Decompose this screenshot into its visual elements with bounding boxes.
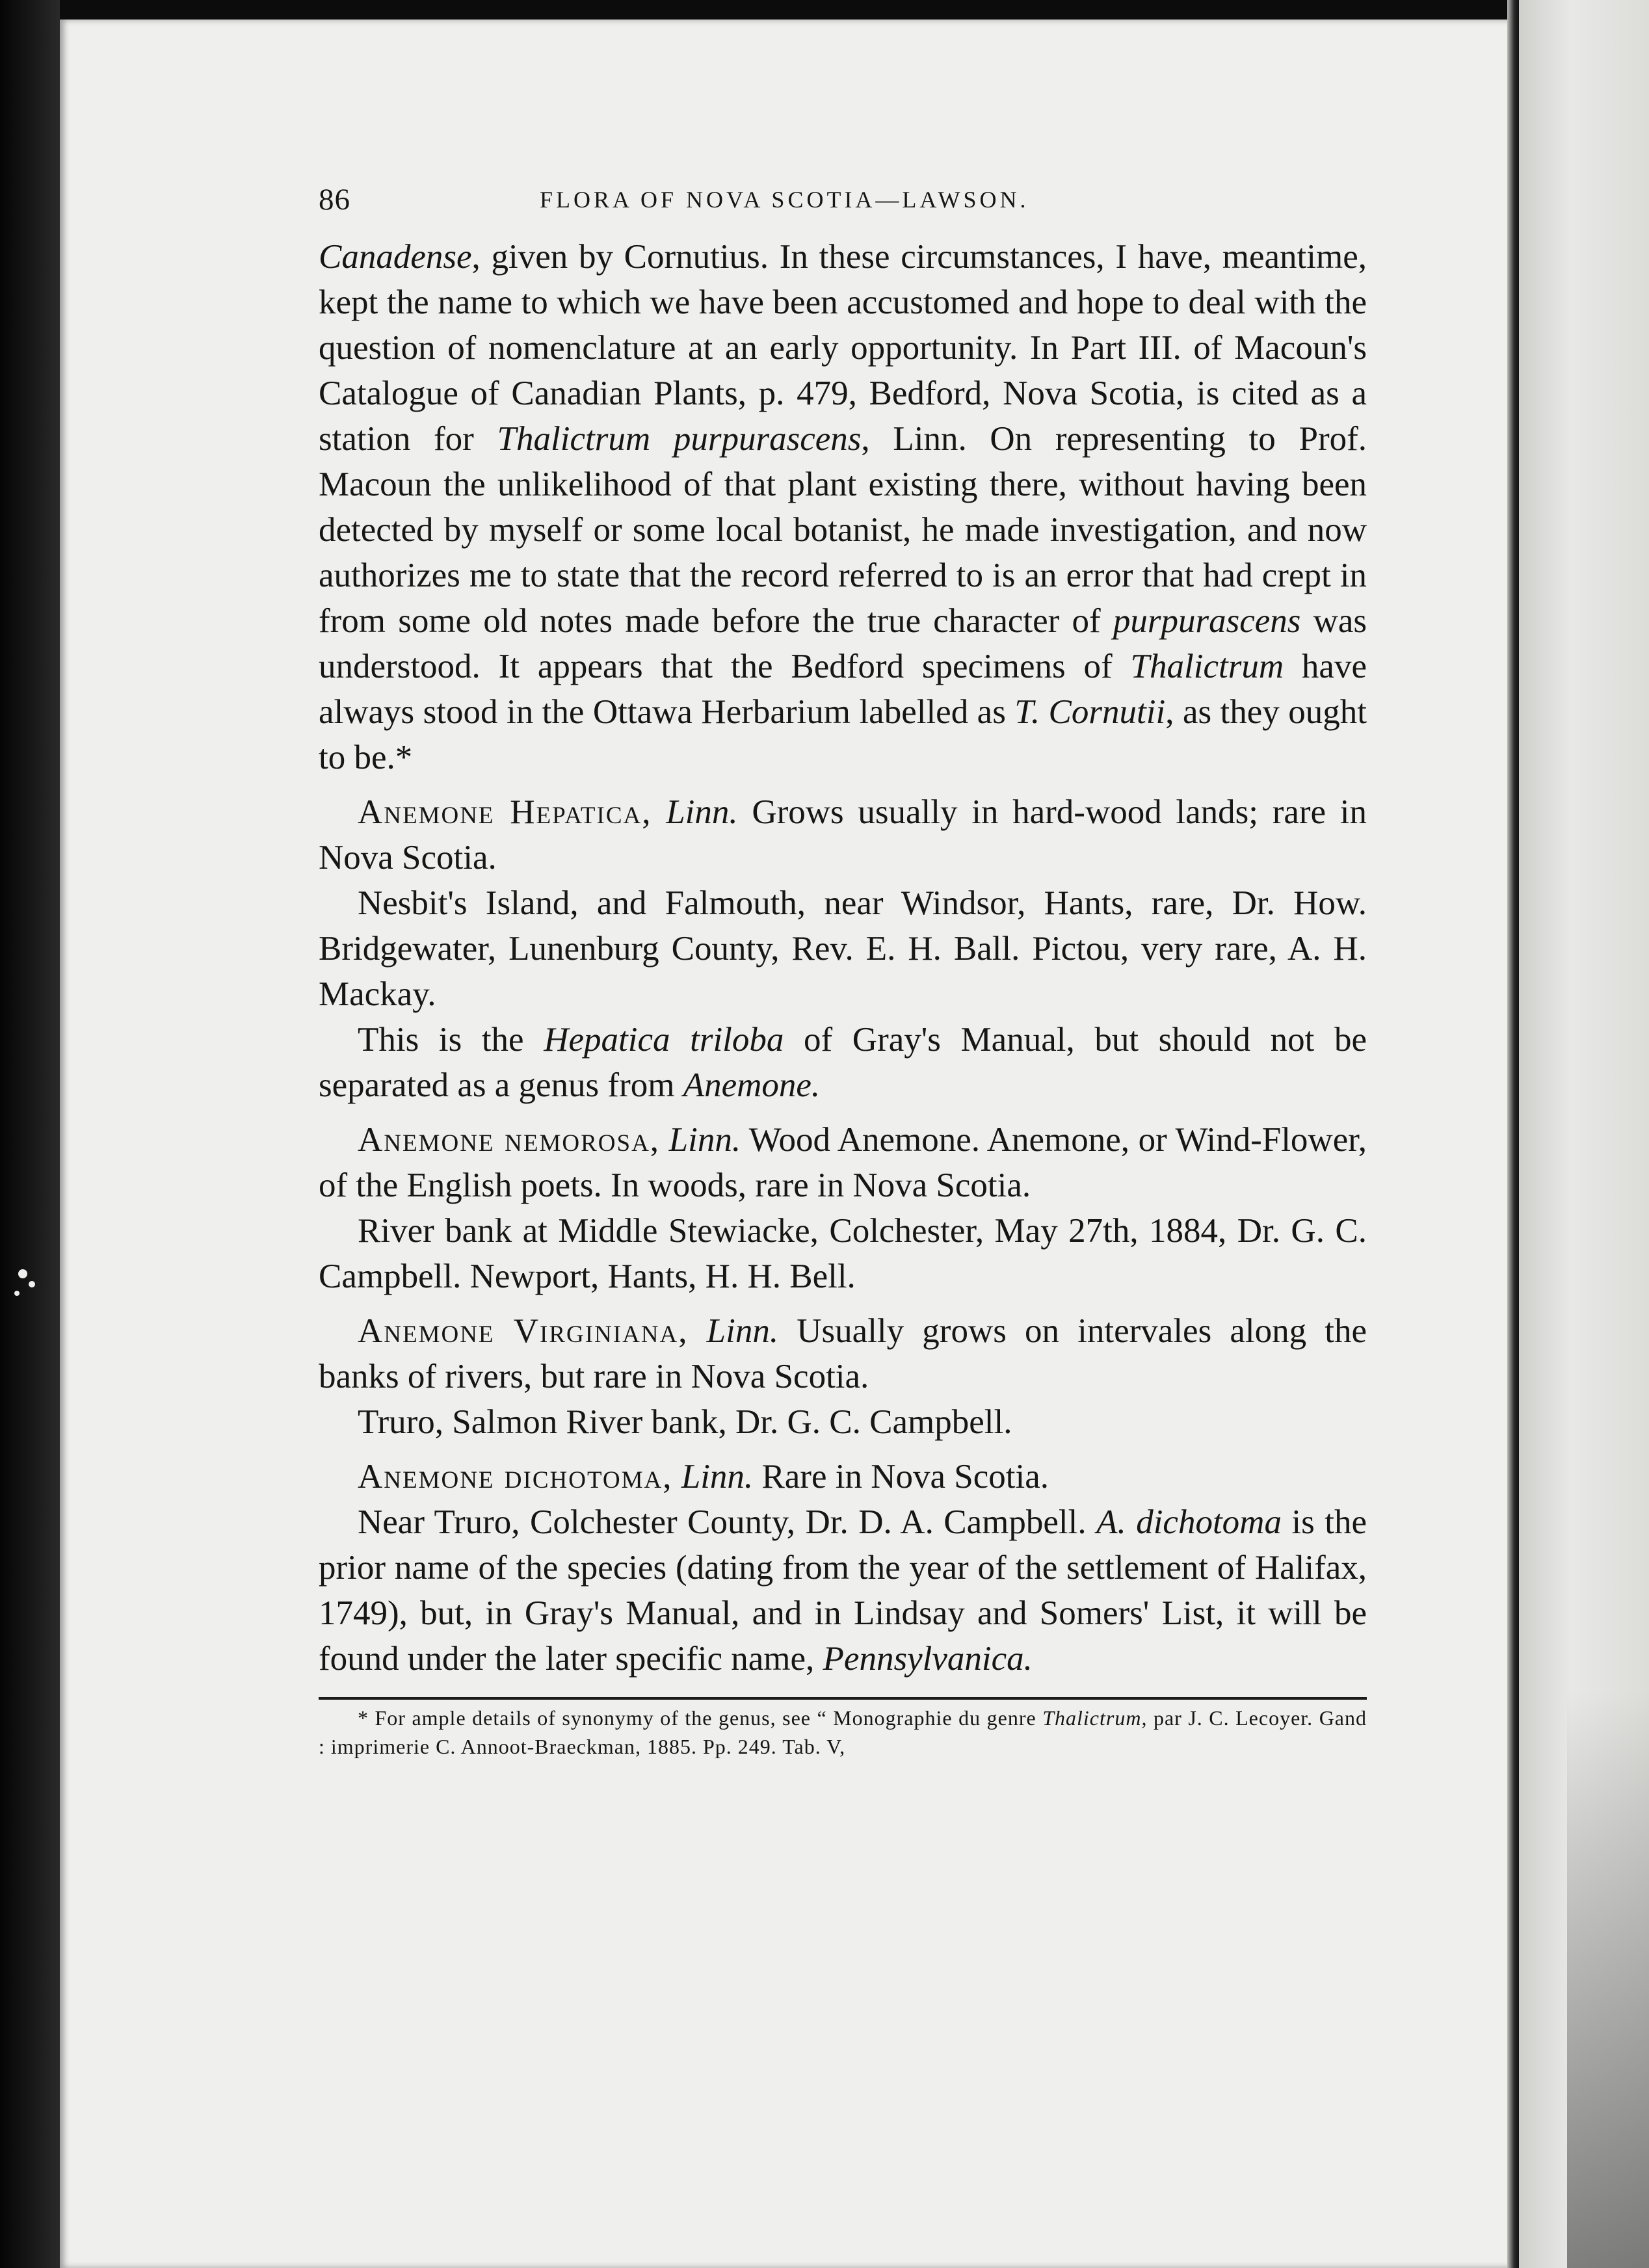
species-name: Anemone nemorosa, <box>358 1121 661 1159</box>
species-authority: Linn. <box>681 1458 754 1496</box>
species-name: Anemone Hepatica, <box>358 793 652 831</box>
species-authority: Linn. <box>706 1312 779 1350</box>
italic-term: T. Cornutii <box>1014 693 1166 731</box>
species-entry-dichotoma: Anemone dichotoma, Linn. Rare in Nova Scotia. <box>358 1458 1049 1496</box>
page-header <box>319 182 1367 234</box>
species-localities: River bank at Middle Stewiacke, Colchester, May 27th, 1884, Dr. G. C. Campbell. Newport, Hants, H. H. Bell. <box>319 1212 1367 1295</box>
page-content <box>319 182 1367 1761</box>
footnote: * For ample details of synonymy of the genus, see “ Monographie du genre Thalictrum, par J. C. Lecoyer. Gand : imprimerie C. Annoot-Braeckman, 1885. Pp. 249. Tab. V, <box>319 1706 1367 1758</box>
species-authority: Linn. <box>668 1121 741 1159</box>
species-note: This is the Hepatica triloba of Gray's Manual, but should not be separated as a genus from Anemone. <box>319 1021 1367 1104</box>
scan-speck <box>14 1291 20 1296</box>
footnote-rule <box>319 1697 1367 1700</box>
italic-term: Thalictrum, <box>1042 1706 1148 1730</box>
continued-paragraph: Canadense, given by Cornutius. In these circumstances, I have, meantime, kept the name to which we have been accustomed and hope to deal with the question of nomenclature at an early opportunity. In Part III. of Macoun's Catalogue of Canadian Plants, p. 479, Bedford, Nova Scotia, is cited as a station for Thalictrum purpurascens, Linn. On representing to Prof. Macoun the unlikelihood of that plant existing there, without having been detected by myself or some local botanist, he made investigation, and now authorizes me to state that the record referred to is an error that had crept in from some old notes made before the true character of purpurascens was understood. It appears that the Bedford specimens of Thalictrum have always stood in the Ottawa Herbarium labelled as T. Cornutii, as they ought to be.* <box>319 238 1367 776</box>
italic-term: Thalictrum <box>1130 648 1284 685</box>
species-note: Near Truro, Colchester County, Dr. D. A. Campbell. A. dichotoma is the prior name of the species (dating from the year of the settlement of Halifax, 1749), but, in Gray's Manual, and in Lindsay and Somers' List, it will be found under the later specific name, Pennsylvanica. <box>319 1503 1367 1678</box>
italic-term: Canadense <box>319 238 472 276</box>
page-number: 86 <box>319 183 350 217</box>
facing-page-shadow <box>1567 1691 1649 2268</box>
species-localities: Nesbit's Island, and Falmouth, near Windsor, Hants, rare, Dr. How. Bridgewater, Lunenburg County, Rev. E. H. Ball. Pictou, very rare, A. H. Mackay. <box>319 884 1367 1013</box>
species-name: Anemone dichotoma, <box>358 1458 673 1496</box>
italic-term: Pennsylvanica. <box>823 1640 1033 1678</box>
italic-term: A. dichotoma <box>1096 1503 1282 1541</box>
species-localities: Truro, Salmon River bank, Dr. G. C. Campbell. <box>358 1403 1012 1441</box>
italic-term: purpurascens <box>1113 602 1301 640</box>
species-authority: Linn. <box>666 793 738 831</box>
italic-term: Thalictrum purpurascens <box>497 420 862 458</box>
page-gutter <box>1507 0 1519 2268</box>
running-title: FLORA OF NOVA SCOTIA—LAWSON. <box>540 187 1029 213</box>
scan-speck <box>18 1269 27 1278</box>
italic-term: Hepatica triloba <box>544 1021 784 1059</box>
scan-left-edge <box>0 0 60 2268</box>
species-entry-hepatica: Anemone Hepatica, Linn. Grows usually in hard-wood lands; rare in Nova Scotia. <box>319 793 1367 877</box>
scan-speck <box>29 1281 35 1287</box>
species-entry-virginiana: Anemone Virginiana, Linn. Usually grows on intervales along the banks of rivers, but rare in Nova Scotia. <box>319 1312 1367 1395</box>
italic-term: Anemone. <box>683 1066 821 1104</box>
species-name: Anemone Virginiana, <box>358 1312 689 1350</box>
species-entry-nemorosa: Anemone nemorosa, Linn. Wood Anemone. Anemone, or Wind-Flower, of the English poets. In woods, rare in Nova Scotia. <box>319 1121 1367 1204</box>
